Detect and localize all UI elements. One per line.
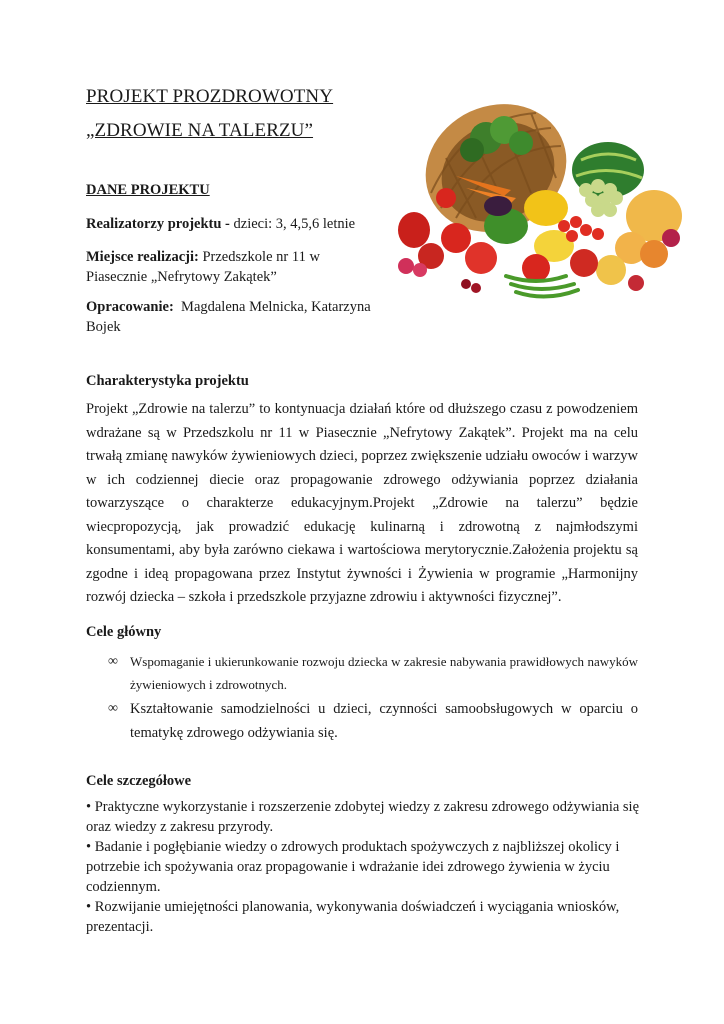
opracowanie-value: Magdalena Melnicka, Katarzyna Bojek xyxy=(86,299,375,335)
charakterystyka-paragraph: Projekt „Zdrowie na talerzu” to kontynuacja działań które od dłuższego czasu z powodzeniem wdrażane są w Przedszkolu nr 11 w Piasecznie „Nefrytowy Zakątek”. Projekt ma na celu trwałą zmianę nawyków żywieniowych dzieci, poprzez zwiększenie udziału owoców i warzyw w ich codziennej diecie oraz propagowanie zdrowego odżywiania poprzez działania towarzyszące o charakterze edukacyjnym.Projekt „Zdrowie na talerzu” będzie wiecpropozycją, jak prowadzić edukację kulinarną i zdrowotną z najmłodszymi konsumentami, aby była zarówno ciekawa i wartościowa merytorycznie.Założenia projektu są zgodne i ideą propagowana przez Instytut żywności i Żywienia w programie „Harmonijny rozwój dziecka – szkoła i przedszkole przyjazne zdrowiu i aktywności fizycznej”. xyxy=(86,401,638,605)
miejsce-label: Miejsce realizacji: xyxy=(86,249,199,265)
list-item: • Rozwijanie umiejętności planowania, wykonywania doświadczeń i wyciągania wniosków, prezentacji. xyxy=(86,899,620,935)
miejsce-field xyxy=(86,247,376,287)
goal-item xyxy=(108,650,638,696)
goal-item xyxy=(108,697,638,745)
vegetable-basket-image xyxy=(386,98,688,308)
dane-projektu-heading: DANE PROJEKTU xyxy=(86,182,210,198)
opracowanie-label: Opracowanie: xyxy=(86,299,174,315)
goal-item-text: Wspomaganie i ukierunkowanie rozwoju dziecka w zakresie nabywania prawidłowych nawyków żywieniowych i zdrowotnych. xyxy=(130,654,638,692)
realizatorzy-value: dzieci: 3, 4,5,6 letnie xyxy=(229,216,356,232)
cele-szczegolowe-list xyxy=(86,797,646,937)
list-item: • Badanie i pogłębianie wiedzy o zdrowych produktach spożywczych z najbliższej okolicy i potrzebie ich spożywania oraz propagowanie i wdrażanie idei zdrowego żywienia w życiu codziennym. xyxy=(86,839,620,895)
opracowanie-field xyxy=(86,297,376,337)
realizatorzy-field xyxy=(86,214,376,234)
miejsce-value: Przedszkole nr 11 w Piasecznie „Nefrytowy Zakątek” xyxy=(86,249,320,285)
project-title-line2: „ZDROWIE NA TALERZU” xyxy=(86,120,314,141)
infinity-bullet-icon: ∞ xyxy=(108,701,118,716)
charakterystyka-heading: Charakterystyka projektu xyxy=(86,373,249,389)
cele-glowny-heading: Cele główny xyxy=(86,624,162,640)
realizatorzy-label: Realizatorzy projektu - xyxy=(86,216,230,232)
project-title-line1: PROJEKT PROZDROWOTNY xyxy=(86,86,334,107)
list-item: • Praktyczne wykorzystanie i rozszerzenie zdobytej wiedzy z zakresu zdrowego odżywiania się oraz wiedzy z zakresu przyrody. xyxy=(86,799,640,835)
cele-szczegolowe-heading: Cele szczegółowe xyxy=(86,773,192,789)
infinity-bullet-icon: ∞ xyxy=(108,654,118,669)
goal-item-text: Kształtowanie samodzielności u dzieci, czynności samoobsługowych w oparciu o tematykę zdrowego odżywiania się. xyxy=(130,701,638,741)
